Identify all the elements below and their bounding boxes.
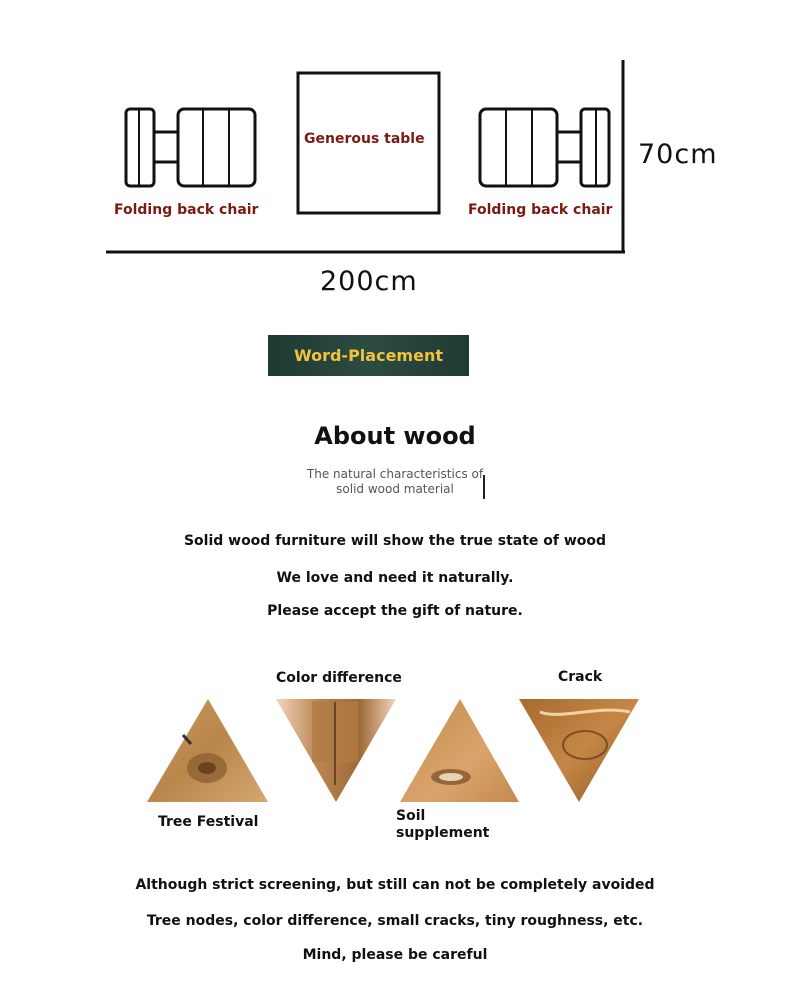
banner-label: Word-Placement	[294, 346, 443, 365]
crack-label: Crack	[558, 669, 603, 685]
soil-label-line2: supplement	[396, 825, 490, 841]
color-difference-label: Color difference	[276, 670, 402, 686]
note-3: Mind, please be careful	[302, 947, 488, 963]
note-2: Tree nodes, color difference, small cracks, tiny roughness, etc.	[146, 913, 644, 929]
note-1: Although strict screening, but still can not be completely avoided	[135, 877, 655, 893]
soil-supplement-triangle	[400, 699, 519, 802]
depth-label: 70cm	[638, 139, 718, 170]
chair-right-label: Folding back chair	[468, 202, 613, 218]
chair-left-label: Folding back chair	[114, 202, 259, 218]
chair-left-shape	[126, 109, 255, 186]
width-label: 200cm	[320, 266, 418, 297]
about-title: About wood	[314, 422, 476, 450]
chair-right-shape	[480, 109, 609, 186]
color-difference-triangle	[276, 699, 396, 802]
about-subtitle-line1: The natural characteristics of	[306, 467, 484, 481]
about-line-1: Solid wood furniture will show the true state of wood	[183, 533, 607, 549]
about-line-2: We love and need it naturally.	[276, 570, 514, 586]
tree-festival-triangle	[147, 699, 268, 802]
soil-label-line1: Soil	[396, 808, 426, 824]
table-label: Generous table	[304, 131, 425, 147]
crack-triangle	[519, 699, 639, 802]
about-line-3: Please accept the gift of nature.	[267, 603, 523, 619]
tree-festival-label: Tree Festival	[158, 814, 259, 830]
decorative-tick	[483, 475, 485, 499]
word-placement-banner	[268, 335, 469, 376]
wood-feature-triangles	[0, 690, 790, 810]
about-subtitle-line2: solid wood material	[336, 482, 454, 496]
